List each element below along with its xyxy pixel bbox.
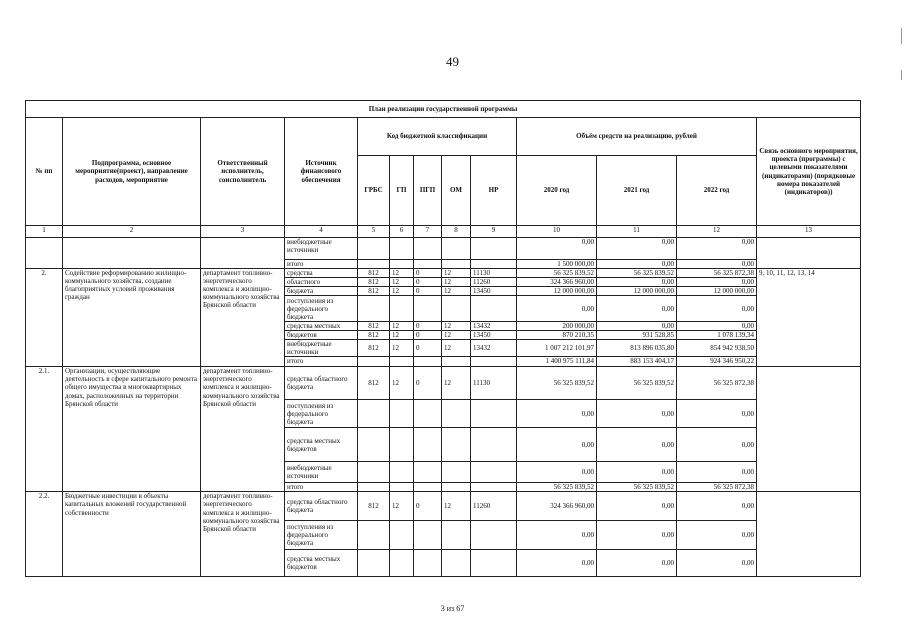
pgp-cell: 0	[414, 287, 442, 296]
pgp-cell: 0	[414, 322, 442, 331]
np-cell	[471, 400, 517, 428]
value-2022-cell: 12 000 000,00	[677, 287, 757, 296]
pgp-cell	[414, 296, 442, 322]
gp-cell: 12	[390, 340, 414, 357]
om-cell	[442, 260, 471, 269]
grbs-cell: 812	[358, 269, 390, 278]
source-cell: итого	[285, 260, 358, 269]
value-2020-cell: 12 000 000,00	[517, 287, 597, 296]
link-cell	[757, 492, 861, 577]
gp-cell	[390, 357, 414, 367]
grbs-cell	[358, 260, 390, 269]
grbs-cell: 812	[358, 492, 390, 521]
grbs-cell: 812	[358, 278, 390, 287]
np-cell: 11260	[471, 492, 517, 521]
value-2022-cell: 0,00	[677, 278, 757, 287]
np-cell: 11130	[471, 269, 517, 278]
value-2021-cell: 12 000 000,00	[597, 287, 677, 296]
grbs-cell: 812	[358, 340, 390, 357]
header-source: Источник финансового обеспечения	[285, 118, 358, 226]
value-2022-cell: 0,00	[677, 521, 757, 550]
page-number: 49	[446, 54, 459, 69]
value-2021-cell: 0,00	[597, 278, 677, 287]
source-cell: поступления из федерального бюджета	[285, 521, 358, 550]
np-cell	[471, 357, 517, 367]
column-number: 13	[757, 226, 861, 238]
np-cell	[471, 483, 517, 492]
value-2022-cell: 56 325 872,38	[677, 367, 757, 400]
om-cell	[442, 550, 471, 577]
gp-cell	[390, 483, 414, 492]
value-2021-cell: 56 325 839,52	[597, 483, 677, 492]
grbs-cell: 812	[358, 367, 390, 400]
table-row	[26, 367, 861, 400]
value-2020-cell: 1 500 000,00	[517, 260, 597, 269]
pgp-cell	[414, 260, 442, 269]
column-number: 9	[471, 226, 517, 238]
gp-cell: 12	[390, 322, 414, 331]
header-gp: ГП	[390, 156, 414, 226]
pgp-cell	[414, 238, 442, 260]
column-number: 4	[285, 226, 358, 238]
value-2021-cell: 813 896 035,80	[597, 340, 677, 357]
header-link: Связь основного мероприятия, проекта (программы) с целевыми показателями (индикаторами) (порядковые номера показателей (индикаторов))	[757, 118, 861, 226]
value-2021-cell: 0,00	[597, 296, 677, 322]
value-2022-cell: 0,00	[677, 322, 757, 331]
header-budget-code: Код бюджетной классификации	[358, 118, 517, 156]
pgp-cell: 0	[414, 367, 442, 400]
value-2021-cell: 0,00	[597, 260, 677, 269]
pgp-cell	[414, 428, 442, 462]
grbs-cell	[358, 428, 390, 462]
value-2021-cell: 0,00	[597, 428, 677, 462]
link-cell	[757, 367, 861, 492]
value-2022-cell: 56 325 872,38	[677, 483, 757, 492]
value-2022-cell: 854 942 938,50	[677, 340, 757, 357]
num-cell: 2.2.	[26, 492, 63, 577]
gp-cell	[390, 462, 414, 483]
page-footer: 3 из 67	[440, 604, 465, 613]
link-cell: 9, 10, 11, 12, 13, 14	[757, 269, 861, 367]
table-title: План реализации государственной программы	[26, 101, 861, 118]
pgp-cell: 0	[414, 269, 442, 278]
scan-edge-mark	[901, 28, 902, 44]
header-om: ОМ	[442, 156, 471, 226]
num-cell	[26, 238, 63, 269]
value-2021-cell: 0,00	[597, 550, 677, 577]
source-cell: внебюджетные источники	[285, 462, 358, 483]
np-cell	[471, 428, 517, 462]
value-2020-cell: 0,00	[517, 400, 597, 428]
table-row	[26, 269, 861, 278]
value-2021-cell: 0,00	[597, 462, 677, 483]
grbs-cell	[358, 521, 390, 550]
om-cell	[442, 462, 471, 483]
om-cell: 12	[442, 492, 471, 521]
column-number: 2	[63, 226, 201, 238]
header-volume: Объём средств на реализацию, рублей	[517, 118, 757, 156]
value-2022-cell: 924 346 950,22	[677, 357, 757, 367]
header-subprogram: Подпрограмма, основное мероприятие(проект), направление расходов, мероприятие	[63, 118, 201, 226]
value-2021-cell: 0,00	[597, 492, 677, 521]
pgp-cell: 0	[414, 340, 442, 357]
value-2021-cell: 883 153 404,17	[597, 357, 677, 367]
grbs-cell	[358, 483, 390, 492]
value-2021-cell: 56 325 839,52	[597, 367, 677, 400]
source-cell: средства местных бюджетов	[285, 428, 358, 462]
gp-cell: 12	[390, 278, 414, 287]
om-cell	[442, 521, 471, 550]
responsible-cell: департамент топливно-энергетического комплекса и жилищно-коммунального хозяйства Брянской области	[201, 492, 285, 577]
om-cell	[442, 238, 471, 260]
column-number: 1	[26, 226, 63, 238]
np-cell: 11130	[471, 367, 517, 400]
num-cell: 2.	[26, 269, 63, 367]
value-2020-cell: 56 325 839,52	[517, 367, 597, 400]
value-2022-cell: 0,00	[677, 550, 757, 577]
value-2020-cell: 1 007 212 101,97	[517, 340, 597, 357]
pgp-cell	[414, 400, 442, 428]
value-2022-cell: 1 078 139,34	[677, 331, 757, 340]
pgp-cell	[414, 550, 442, 577]
np-cell	[471, 260, 517, 269]
value-2020-cell: 324 366 960,00	[517, 278, 597, 287]
np-cell	[471, 238, 517, 260]
pgp-cell	[414, 483, 442, 492]
value-2022-cell: 0,00	[677, 428, 757, 462]
value-2020-cell: 0,00	[517, 428, 597, 462]
column-number: 8	[442, 226, 471, 238]
source-cell: средства местных	[285, 322, 358, 331]
om-cell	[442, 483, 471, 492]
header-2021: 2021 год	[597, 156, 677, 226]
value-2021-cell: 0,00	[597, 521, 677, 550]
table-title-row	[26, 101, 861, 118]
grbs-cell	[358, 462, 390, 483]
header-pgp: ПГП	[414, 156, 442, 226]
gp-cell: 12	[390, 269, 414, 278]
source-cell: итого	[285, 483, 358, 492]
value-2020-cell: 0,00	[517, 521, 597, 550]
value-2022-cell: 0,00	[677, 260, 757, 269]
om-cell: 12	[442, 278, 471, 287]
gp-cell	[390, 550, 414, 577]
num-cell: 2.1.	[26, 367, 63, 492]
value-2020-cell: 1 400 975 111,84	[517, 357, 597, 367]
source-cell: средства	[285, 269, 358, 278]
value-2022-cell: 0,00	[677, 492, 757, 521]
grbs-cell	[358, 296, 390, 322]
header-np: НР	[471, 156, 517, 226]
pgp-cell: 0	[414, 278, 442, 287]
responsible-cell	[201, 238, 285, 269]
gp-cell: 12	[390, 331, 414, 340]
column-number: 11	[597, 226, 677, 238]
subprogram-cell: Организации, осуществляющие деятельность в сфере капитального ремонта общего имущества в многоквартирных домах, расположенных на территории Брянской области	[63, 367, 201, 492]
grbs-cell: 812	[358, 322, 390, 331]
value-2022-cell: 0,00	[677, 400, 757, 428]
subprogram-cell: Содействие реформированию жилищно-коммунального хозяйства, создание благоприятных условий проживания граждан	[63, 269, 201, 367]
value-2020-cell: 56 325 839,52	[517, 269, 597, 278]
grbs-cell: 812	[358, 287, 390, 296]
value-2020-cell: 200 000,00	[517, 322, 597, 331]
value-2020-cell: 0,00	[517, 238, 597, 260]
source-cell: внебюджетные источники	[285, 238, 358, 260]
np-cell	[471, 462, 517, 483]
om-cell: 12	[442, 322, 471, 331]
value-2020-cell: 870 210,35	[517, 331, 597, 340]
np-cell: 13450	[471, 287, 517, 296]
source-cell: поступления из федерального бюджета	[285, 296, 358, 322]
gp-cell	[390, 428, 414, 462]
gp-cell	[390, 521, 414, 550]
column-number: 7	[414, 226, 442, 238]
value-2021-cell: 931 528,85	[597, 331, 677, 340]
gp-cell	[390, 238, 414, 260]
header-2022: 2022 год	[677, 156, 757, 226]
source-cell: средства областного бюджета	[285, 492, 358, 521]
pgp-cell	[414, 357, 442, 367]
np-cell	[471, 550, 517, 577]
pgp-cell	[414, 521, 442, 550]
subprogram-cell	[63, 238, 201, 269]
header-2020: 2020 год	[517, 156, 597, 226]
responsible-cell: департамент топливно-энергетического комплекса и жилищно-коммунального хозяйства Брянской области	[201, 269, 285, 367]
grbs-cell	[358, 357, 390, 367]
link-cell	[757, 238, 861, 269]
value-2020-cell: 0,00	[517, 296, 597, 322]
source-cell: средства областного бюджета	[285, 367, 358, 400]
om-cell	[442, 428, 471, 462]
gp-cell	[390, 400, 414, 428]
grbs-cell	[358, 238, 390, 260]
pgp-cell: 0	[414, 492, 442, 521]
grbs-cell	[358, 400, 390, 428]
value-2020-cell: 324 366 960,00	[517, 492, 597, 521]
om-cell: 12	[442, 340, 471, 357]
om-cell	[442, 357, 471, 367]
value-2020-cell: 0,00	[517, 462, 597, 483]
value-2021-cell: 0,00	[597, 238, 677, 260]
header-grbs: ГРБС	[358, 156, 390, 226]
om-cell: 12	[442, 331, 471, 340]
value-2022-cell: 0,00	[677, 296, 757, 322]
gp-cell: 12	[390, 287, 414, 296]
gp-cell	[390, 260, 414, 269]
np-cell: 11260	[471, 278, 517, 287]
column-number: 5	[358, 226, 390, 238]
column-number: 3	[201, 226, 285, 238]
gp-cell: 12	[390, 492, 414, 521]
value-2021-cell: 56 325 839,52	[597, 269, 677, 278]
responsible-cell: департамент топливно-энергетического комплекса и жилищно-коммунального хозяйства Брянской области	[201, 367, 285, 492]
value-2022-cell: 56 325 872,38	[677, 269, 757, 278]
np-cell: 13450	[471, 331, 517, 340]
om-cell: 12	[442, 287, 471, 296]
column-number: 10	[517, 226, 597, 238]
om-cell	[442, 400, 471, 428]
om-cell: 12	[442, 367, 471, 400]
grbs-cell: 812	[358, 331, 390, 340]
grbs-cell	[358, 550, 390, 577]
np-cell	[471, 521, 517, 550]
source-cell: итого	[285, 357, 358, 367]
source-cell: областного	[285, 278, 358, 287]
column-numbers-row	[26, 226, 861, 238]
value-2021-cell: 0,00	[597, 400, 677, 428]
source-cell: средства местных бюджетов	[285, 550, 358, 577]
plan-table	[25, 100, 861, 577]
gp-cell	[390, 296, 414, 322]
source-cell: поступления из федерального бюджета	[285, 400, 358, 428]
scan-edge-mark	[901, 70, 902, 80]
source-cell: бюджетов	[285, 331, 358, 340]
table-row	[26, 492, 861, 521]
value-2020-cell: 56 325 839,52	[517, 483, 597, 492]
value-2022-cell: 0,00	[677, 462, 757, 483]
value-2021-cell: 0,00	[597, 322, 677, 331]
np-cell: 13432	[471, 322, 517, 331]
header-num: № пп	[26, 118, 63, 226]
np-cell	[471, 296, 517, 322]
pgp-cell	[414, 462, 442, 483]
np-cell: 13432	[471, 340, 517, 357]
om-cell: 12	[442, 269, 471, 278]
table-row	[26, 238, 861, 260]
gp-cell: 12	[390, 367, 414, 400]
subprogram-cell: Бюджетные инвестиции в объекты капитальных вложений государственной собственности	[63, 492, 201, 577]
source-cell: внебюджетные источники	[285, 340, 358, 357]
column-number: 12	[677, 226, 757, 238]
pgp-cell: 0	[414, 331, 442, 340]
header-responsible: Ответственный исполнитель, соисполнитель	[201, 118, 285, 226]
value-2022-cell: 0,00	[677, 238, 757, 260]
column-number: 6	[390, 226, 414, 238]
source-cell: бюджета	[285, 287, 358, 296]
om-cell	[442, 296, 471, 322]
value-2020-cell: 0,00	[517, 550, 597, 577]
